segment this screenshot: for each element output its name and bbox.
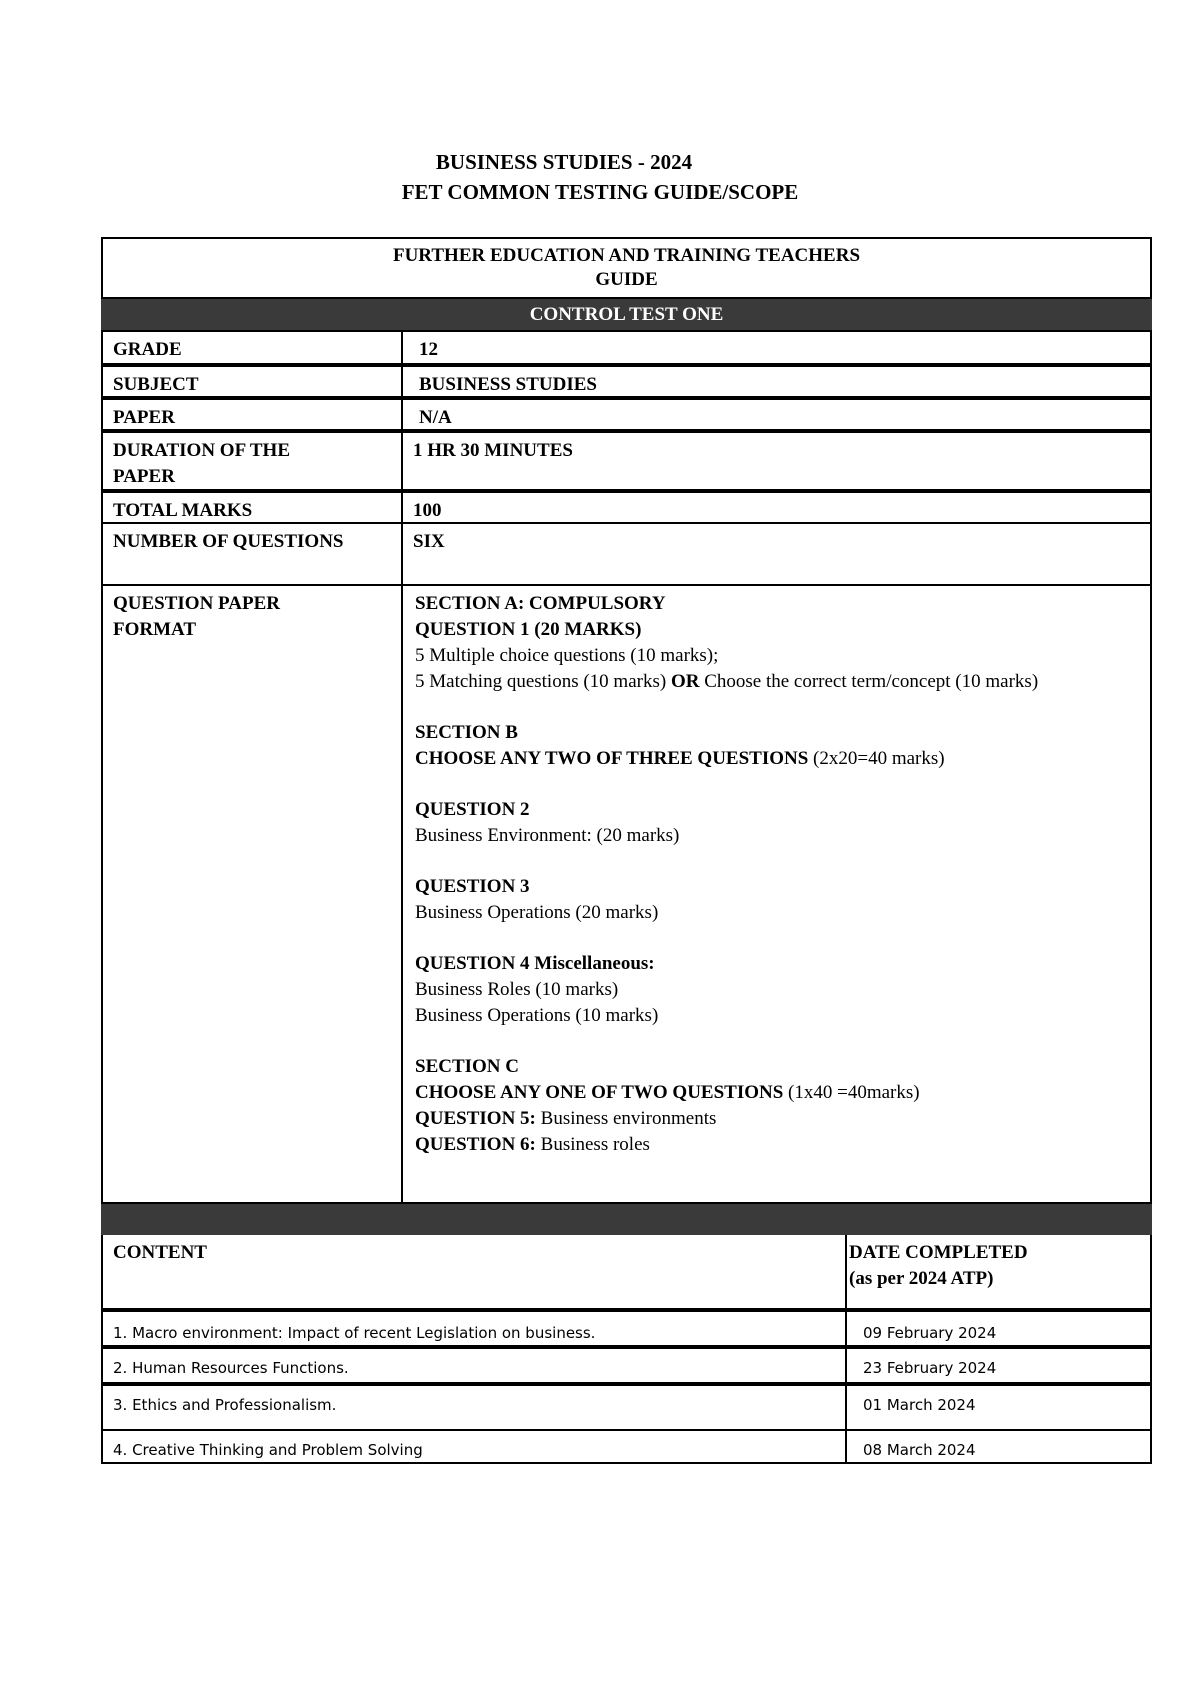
question-5-text: Business environments	[535, 1108, 717, 1129]
question-1-line-1: 5 Multiple choice questions (10 marks);	[415, 645, 719, 666]
question-6-line	[415, 1132, 1140, 1158]
date-header-line-1: DATE COMPLETED	[849, 1242, 1028, 1263]
table-heading	[101, 237, 1152, 299]
row-value: SIX	[413, 531, 445, 552]
section-c-title: SECTION C	[415, 1056, 519, 1077]
question-2-text: Business Environment: (20 marks)	[415, 825, 680, 846]
row-value: N/A	[419, 407, 452, 428]
row-label: TOTAL MARKS	[103, 493, 403, 522]
question-format-details	[403, 586, 1150, 1202]
question-3-text: Business Operations (20 marks)	[415, 902, 659, 923]
date-header-line-2: (as per 2024 ATP)	[849, 1268, 994, 1289]
row-label: GRADE	[103, 332, 403, 363]
content-row	[101, 1384, 1152, 1431]
table-row-number-of-questions	[101, 524, 1152, 586]
separator-bar	[101, 1204, 1152, 1235]
content-row	[101, 1347, 1152, 1384]
table-row-paper	[101, 398, 1152, 431]
row-value: 12	[419, 339, 438, 360]
document-subtitle: FET COMMON TESTING GUIDE/SCOPE	[401, 180, 799, 204]
table-row-subject	[101, 365, 1152, 398]
row-label: NUMBER OF QUESTIONS	[103, 524, 403, 584]
section-b-instruction	[415, 746, 1140, 772]
row-label: PAPER	[103, 400, 403, 429]
content-date: 08 March 2024	[863, 1441, 976, 1459]
row-value: 1 HR 30 MINUTES	[413, 440, 573, 461]
table-row-grade	[101, 330, 1152, 365]
section-c-instruction	[415, 1080, 1140, 1106]
content-topic: 1. Macro environment: Impact of recent Legislation on business.	[103, 1312, 847, 1345]
question-4-title: QUESTION 4 Miscellaneous:	[415, 953, 655, 974]
question-1-line-2-a: 5 Matching questions (10 marks)	[415, 671, 671, 692]
section-b-marks: (2x20=40 marks)	[808, 748, 945, 769]
heading-line-1: FURTHER EDUCATION AND TRAINING TEACHERS	[392, 245, 861, 266]
question-6-label: QUESTION 6:	[415, 1134, 536, 1155]
question-2-title: QUESTION 2	[415, 799, 530, 820]
section-c-marks: (1x40 =40marks)	[783, 1082, 920, 1103]
date-completed-header	[847, 1235, 1150, 1308]
row-value: BUSINESS STUDIES	[419, 374, 597, 395]
row-value: 100	[413, 500, 442, 521]
content-header-row	[101, 1235, 1152, 1310]
question-5-line	[415, 1106, 1140, 1132]
section-b-title: SECTION B	[415, 722, 518, 743]
table-row-duration	[101, 431, 1152, 491]
section-c-choose: CHOOSE ANY ONE OF TWO QUESTIONS	[415, 1082, 784, 1103]
question-1-line-2-b: Choose the correct term/concept (10 marks)	[699, 671, 1039, 692]
content-topic: 4. Creative Thinking and Problem Solving	[103, 1431, 847, 1462]
row-label: DURATION OF THE PAPER	[103, 433, 403, 489]
question-3-title: QUESTION 3	[415, 876, 530, 897]
section-b-choose: CHOOSE ANY TWO OF THREE QUESTIONS	[415, 748, 809, 769]
table-row-total-marks	[101, 491, 1152, 524]
content-date: 01 March 2024	[863, 1396, 976, 1414]
section-a-title: SECTION A: COMPULSORY	[415, 593, 666, 614]
question-6-text: Business roles	[535, 1134, 650, 1155]
table-row-question-paper-format	[101, 586, 1152, 1204]
or-text: OR	[670, 671, 700, 692]
row-label: SUBJECT	[103, 367, 403, 396]
question-5-label: QUESTION 5:	[415, 1108, 536, 1129]
content-row	[101, 1310, 1152, 1347]
question-1-title: QUESTION 1 (20 MARKS)	[415, 619, 642, 640]
test-name-bar	[101, 299, 1152, 330]
document-title: BUSINESS STUDIES - 2024	[435, 150, 693, 174]
content-topic: 2. Human Resources Functions.	[103, 1349, 847, 1382]
content-date: 09 February 2024	[863, 1324, 997, 1342]
content-header: CONTENT	[103, 1235, 847, 1308]
content-row	[101, 1431, 1152, 1464]
row-label: QUESTION PAPER FORMAT	[103, 586, 403, 1202]
test-name: CONTROL TEST ONE	[529, 304, 724, 325]
heading-line-2: GUIDE	[595, 269, 658, 290]
content-date: 23 February 2024	[863, 1359, 997, 1377]
question-4-text-2: Business Operations (10 marks)	[415, 1005, 659, 1026]
question-4-text-1: Business Roles (10 marks)	[415, 979, 619, 1000]
content-topic: 3. Ethics and Professionalism.	[103, 1386, 847, 1429]
question-1-line-2	[415, 669, 1140, 695]
